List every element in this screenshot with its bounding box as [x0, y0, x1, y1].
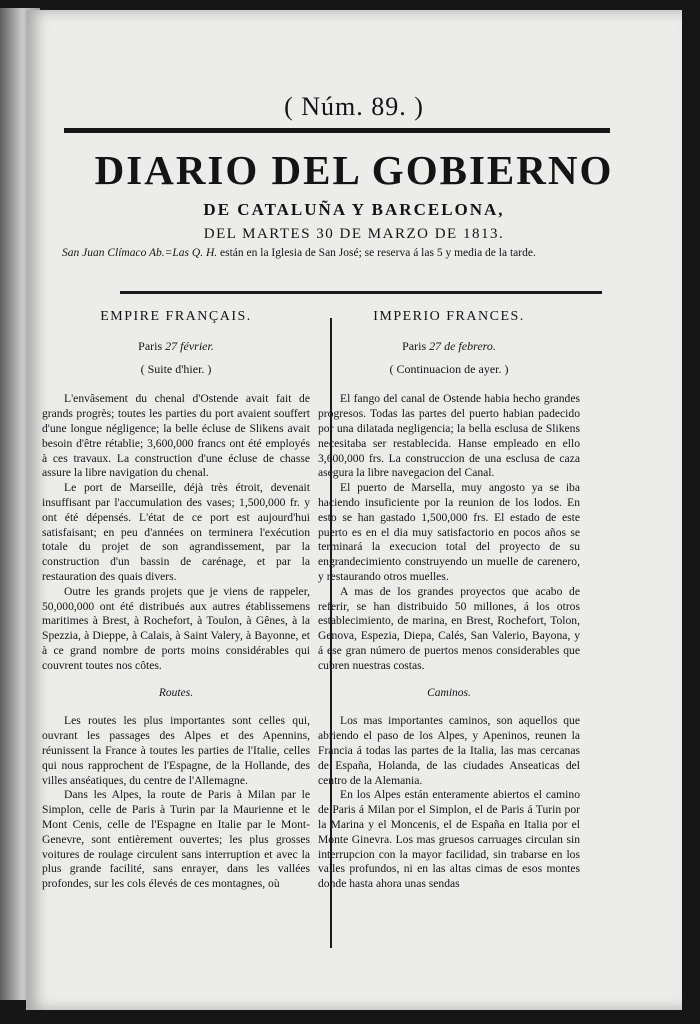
spanish-section-title: Caminos.: [427, 686, 471, 699]
spanish-paragraph: El fango del canal de Ostende habia hecho grandes progresos. Todas las partes del puerto habian padecido por una dilatada negligencia; la bella esclusa de Slikens necesitaba ser restablecida. Hanse empleado en ello 3,600,000 frs. La construccion de una esclusa de caza asegura la libre navegacion del Canal.: [318, 392, 580, 480]
french-dateline: [42, 339, 310, 354]
spanish-paragraph: El puerto de Marsella, muy angosto ya se iba haciendo insuficiente por la reunion de los lodos. En esto se han gastado 1,500,000 frs. El estado de este puerto es en el dia muy satisfactorio en pocos años se terminará la execucion total del proyecto de su engrandecimiento construyendo un muelle de carenero, y restaurando otros muelles.: [318, 481, 580, 583]
header-rule: [120, 291, 602, 294]
newspaper-page: [26, 10, 682, 1010]
french-paragraph: L'envâsement du chenal d'Ostende avait fait de grands progrès; toutes les parties du port avaient souffert d'une longue négligence; la belle écluse de Slikens avait besoin d'être rétablie; 3,600,000 francs ont été employés à ces travaux. La construction d'une écluse de chasse assure la libre navigation du chenal.: [42, 392, 310, 480]
saints-notice: [62, 246, 618, 261]
spanish-paragraph: En los Alpes están enteramente abiertos el camino de Paris á Milan por el Simplon, el de Paris á Turin por la Marina y el Moncenis, el de España en Italia por el Monte Ginevra. Los mas gruesos carruages circulan sin interrupcion con la mayor facilidad, sin trabarse en los valles profundos, ni en las altas cimas de esos montes donde hasta ahora unas sendas: [318, 788, 580, 891]
spanish-continuation: ( Continuacion de ayer. ): [389, 361, 509, 376]
french-paragraph: Les routes les plus importantes sont celles qui, ouvrant les passages des Alpes et des Apennins, réunissent la France à toutes les parties de l'Italie, celles qui nous rapprochent de l'Espagne, de la Hollande, des villes anséatiques, du centre de l'Allemagne.: [42, 714, 310, 787]
masthead-rule: [64, 128, 610, 133]
issue-number: ( Núm. 89. ): [284, 92, 424, 121]
french-heading: EMPIRE FRANÇAIS.: [100, 309, 252, 324]
saints-of-day: San Juan Clímaco Ab.=Las Q. H.: [62, 247, 218, 259]
french-dateline-day: 27 février.: [165, 338, 214, 353]
spanish-dateline-city: Paris: [402, 338, 427, 353]
french-paragraph: Outre les grands projets que je viens de rappeler, 50,000,000 ont été distribués aux autres établissemens maritimes à Brest, à Rochefort, à Toulon, à Gênes, à la Spezzia, à Dieppe, à Calais, à Saint Valery, à Bayonne, et à ce grand nombre de ports moins considérables qui couvrent toutes nos côtes.: [42, 584, 310, 672]
french-paragraph: Le port de Marseille, déjà très étroit, devenait insuffisant par l'accumulation des vases; 1,500,000 fr. y ont été dépensés. L'état de ce port est aujourd'hui satisfaisant; en peu d'années on terminera l'exécution totale du projet de son agrandissement, par la construction d'un bassin de carénage, et par la restauration des quais divers.: [42, 481, 310, 583]
spanish-dateline: [318, 339, 580, 354]
spanish-heading: IMPERIO FRANCES.: [373, 309, 525, 324]
newspaper-subtitle: DE CATALUÑA Y BARCELONA,: [203, 200, 505, 219]
spanish-dateline-day: 27 de febrero.: [429, 338, 496, 353]
french-continuation: ( Suite d'hier. ): [140, 361, 212, 376]
french-section-title: Routes.: [158, 686, 194, 699]
french-dateline-city: Paris: [138, 338, 163, 353]
newspaper-title: DIARIO DEL GOBIERNO: [94, 147, 614, 193]
spanish-column: [318, 310, 580, 892]
spanish-paragraph: Los mas importantes caminos, son aquellos que abriendo el paso de los Alpes, y Apeninos, reunen la Francia á todas las partes de la Italia, las mas cercanas de España, Holanda, de las ciudades Anseaticas del centro de la Alemania.: [318, 714, 580, 787]
issue-date: DEL MARTES 30 DE MARZO DE 1813.: [203, 226, 505, 242]
spanish-paragraph: A mas de los grandes proyectos que acabo de referir, se han distribuido 50 millones, á los otros establecimiento, de marina, en Brest, Rochefort, Tolon, Genova, Espezia, Diepa, Calés, San Valerio, Bayona, y á ese gran número de puertos menos considerables que cubren nuestras costas.: [318, 584, 580, 672]
french-paragraph: Dans les Alpes, la route de Paris à Milan par le Simplon, celle de Paris à Turin par la Maurienne et le Mont Cenis, celle de l'Espagne en Italie par le Mont-Genevre, sont entièrement ouvertes; les plus grosses voitures de roulage circulent sans interruption et avec la plus grande facilité, sans enrayer, dans les vallées profondes, sur les cols élevés de ces montagnes, où: [42, 788, 310, 891]
french-column: [42, 310, 310, 892]
forty-hours-notice: están en la Iglesia de San José; se reserva á las 5 y media de la tarde.: [220, 247, 536, 259]
